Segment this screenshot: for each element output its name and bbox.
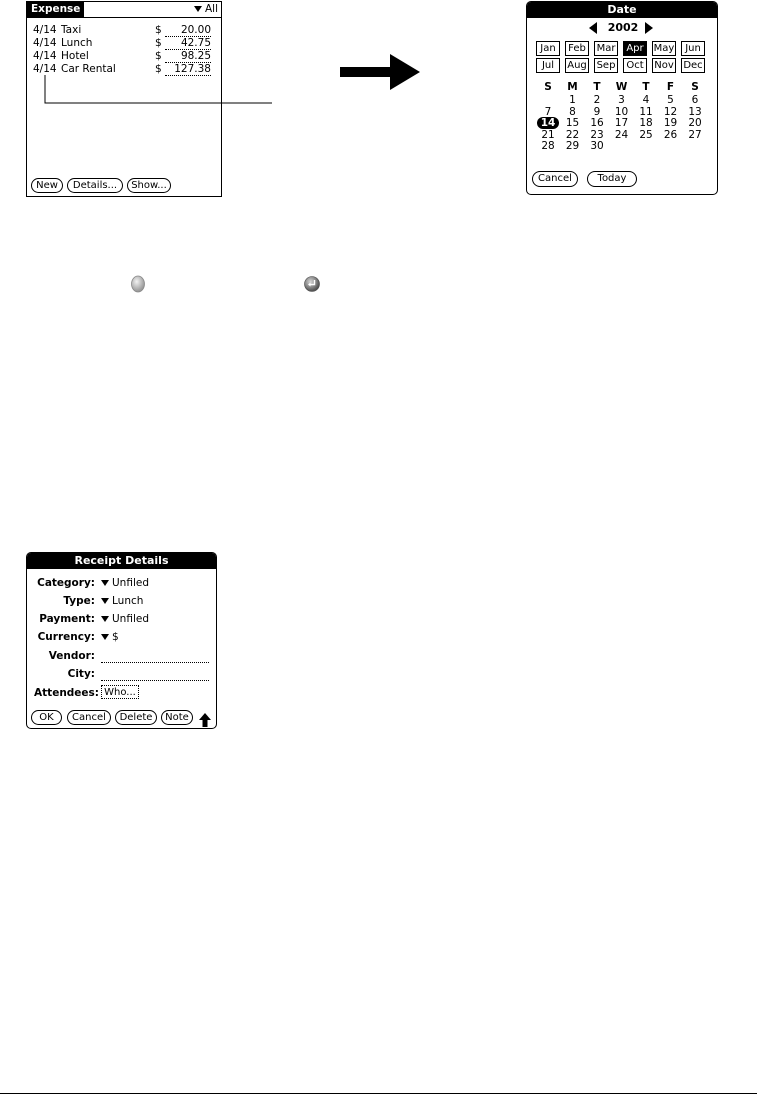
title-underline bbox=[27, 17, 221, 18]
year-value: 2002 bbox=[607, 21, 639, 34]
day-cell[interactable]: 14 bbox=[537, 117, 559, 129]
category-picker[interactable] bbox=[194, 3, 218, 15]
day-cell[interactable]: 19 bbox=[663, 117, 678, 129]
row-amount: 98.25 bbox=[180, 50, 211, 62]
day-cell[interactable]: 24 bbox=[614, 128, 629, 141]
day-cell[interactable]: 16 bbox=[590, 117, 604, 129]
month-cell-oct[interactable]: Oct bbox=[623, 58, 647, 73]
day-cell[interactable]: 11 bbox=[639, 105, 653, 118]
attendees-label: Attendees: bbox=[34, 687, 99, 699]
day-cell[interactable]: 26 bbox=[663, 128, 678, 141]
day-cell[interactable]: 30 bbox=[590, 140, 604, 152]
type-label: Type: bbox=[63, 595, 95, 607]
day-cell[interactable]: 21 bbox=[541, 128, 555, 141]
row-currency: $ bbox=[155, 63, 162, 75]
details-button[interactable]: Details... bbox=[67, 178, 123, 193]
who-button[interactable]: Who... bbox=[101, 685, 139, 699]
gray-button-icon bbox=[129, 275, 147, 293]
month-grid bbox=[536, 41, 712, 75]
month-cell-jul[interactable]: Jul bbox=[536, 58, 560, 73]
receipt-details-screen bbox=[26, 552, 217, 729]
note-button[interactable]: Note bbox=[161, 710, 193, 725]
day-grid bbox=[537, 81, 713, 157]
month-cell-apr[interactable]: Apr bbox=[623, 41, 647, 56]
vendor-label: Vendor: bbox=[48, 650, 95, 662]
show-button[interactable]: Show... bbox=[127, 178, 171, 193]
day-cell[interactable]: 20 bbox=[688, 117, 702, 129]
category-label: Category: bbox=[37, 577, 95, 589]
up-arrow-icon[interactable] bbox=[199, 713, 211, 727]
row-date: 4/14 bbox=[33, 63, 57, 75]
prev-year-icon[interactable] bbox=[589, 22, 597, 34]
vendor-field[interactable] bbox=[101, 650, 209, 663]
day-cell[interactable]: 17 bbox=[614, 117, 629, 129]
day-cell[interactable]: 4 bbox=[642, 94, 650, 106]
row-desc: Lunch bbox=[61, 37, 93, 49]
month-cell-jan[interactable]: Jan bbox=[536, 41, 560, 56]
month-cell-mar[interactable]: Mar bbox=[594, 41, 618, 56]
row-amount: 20.00 bbox=[180, 24, 211, 36]
currency-label: Currency: bbox=[37, 631, 95, 643]
expense-title: Expense bbox=[27, 2, 84, 17]
dropdown-triangle-icon bbox=[101, 580, 109, 586]
next-year-icon[interactable] bbox=[645, 22, 653, 34]
receipt-title: Receipt Details bbox=[27, 553, 216, 569]
month-cell-jun[interactable]: Jun bbox=[681, 41, 705, 56]
row-date: 4/14 bbox=[33, 24, 57, 36]
delete-button[interactable]: Delete bbox=[115, 710, 157, 725]
expense-row[interactable] bbox=[27, 24, 223, 37]
expense-row[interactable] bbox=[27, 37, 223, 50]
city-field[interactable] bbox=[101, 668, 209, 681]
month-cell-nov[interactable]: Nov bbox=[652, 58, 676, 73]
day-cell[interactable]: 1 bbox=[569, 94, 576, 106]
row-date: 4/14 bbox=[33, 50, 57, 62]
month-cell-aug[interactable]: Aug bbox=[565, 58, 589, 73]
day-cell[interactable]: 6 bbox=[691, 94, 699, 106]
day-cell[interactable]: 25 bbox=[639, 128, 653, 141]
weekday-header: W bbox=[615, 81, 628, 93]
row-currency: $ bbox=[155, 50, 162, 62]
day-cell[interactable]: 22 bbox=[565, 128, 580, 141]
day-cell[interactable]: 27 bbox=[688, 128, 702, 141]
row-desc: Hotel bbox=[61, 50, 89, 62]
expense-row[interactable] bbox=[27, 50, 223, 63]
row-currency: $ bbox=[155, 24, 162, 36]
dropdown-triangle-icon bbox=[101, 598, 109, 604]
date-title: Date bbox=[527, 2, 717, 18]
currency-picker[interactable] bbox=[101, 631, 119, 643]
day-cell[interactable]: 15 bbox=[565, 117, 580, 129]
day-cell[interactable]: 8 bbox=[569, 105, 576, 118]
row-desc: Taxi bbox=[61, 24, 82, 36]
cancel-button[interactable]: Cancel bbox=[532, 171, 578, 187]
day-cell[interactable]: 28 bbox=[541, 140, 555, 152]
row-amount: 127.38 bbox=[174, 63, 211, 75]
new-button[interactable]: New bbox=[31, 178, 63, 193]
month-cell-sep[interactable]: Sep bbox=[594, 58, 618, 73]
dropdown-triangle-icon bbox=[101, 634, 109, 640]
day-cell[interactable]: 13 bbox=[688, 105, 702, 118]
day-cell[interactable]: 7 bbox=[544, 105, 552, 118]
month-cell-feb[interactable]: Feb bbox=[565, 41, 589, 56]
payment-picker[interactable] bbox=[101, 613, 149, 625]
weekday-header: T bbox=[593, 81, 601, 93]
month-cell-may[interactable]: May bbox=[653, 43, 675, 54]
row-desc: Car Rental bbox=[61, 63, 116, 75]
day-cell[interactable]: 3 bbox=[618, 94, 625, 106]
city-label: City: bbox=[67, 668, 95, 680]
type-picker[interactable] bbox=[101, 595, 143, 607]
weekday-header: T bbox=[642, 81, 650, 93]
payment-label: Payment: bbox=[39, 613, 95, 625]
row-amount: 42.75 bbox=[180, 37, 211, 49]
day-cell[interactable]: 10 bbox=[614, 105, 629, 118]
row-date: 4/14 bbox=[33, 37, 57, 49]
day-cell[interactable]: 18 bbox=[639, 117, 653, 129]
type-value: Lunch bbox=[112, 595, 144, 607]
day-cell[interactable]: 2 bbox=[593, 94, 601, 106]
month-cell-dec[interactable]: Dec bbox=[681, 58, 705, 73]
weekday-header: F bbox=[666, 81, 675, 93]
weekday-header: S bbox=[691, 81, 699, 93]
day-cell[interactable]: 9 bbox=[593, 105, 601, 118]
footer-rule bbox=[0, 1093, 757, 1094]
weekday-header: S bbox=[544, 81, 552, 93]
ok-button[interactable]: OK bbox=[31, 710, 62, 725]
callout-line bbox=[40, 75, 280, 115]
date-picker-screen bbox=[526, 1, 718, 195]
category-picker[interactable] bbox=[101, 577, 149, 589]
dropdown-triangle-icon bbox=[194, 6, 202, 12]
category-value: Unfiled bbox=[112, 577, 149, 589]
currency-value: $ bbox=[112, 631, 119, 643]
category-value: All bbox=[204, 3, 218, 15]
enter-button-icon bbox=[303, 275, 321, 293]
today-button[interactable]: Today bbox=[587, 171, 637, 187]
day-cell[interactable]: 5 bbox=[667, 94, 674, 106]
arrow-right-icon bbox=[340, 52, 422, 92]
row-currency: $ bbox=[155, 37, 162, 49]
day-cell[interactable]: 12 bbox=[663, 105, 678, 118]
dropdown-triangle-icon bbox=[101, 616, 109, 622]
weekday-header: M bbox=[567, 81, 578, 93]
day-cell[interactable]: 29 bbox=[565, 140, 580, 152]
cancel-button[interactable]: Cancel bbox=[67, 710, 111, 725]
payment-value: Unfiled bbox=[112, 613, 149, 625]
day-cell[interactable]: 23 bbox=[590, 128, 604, 141]
